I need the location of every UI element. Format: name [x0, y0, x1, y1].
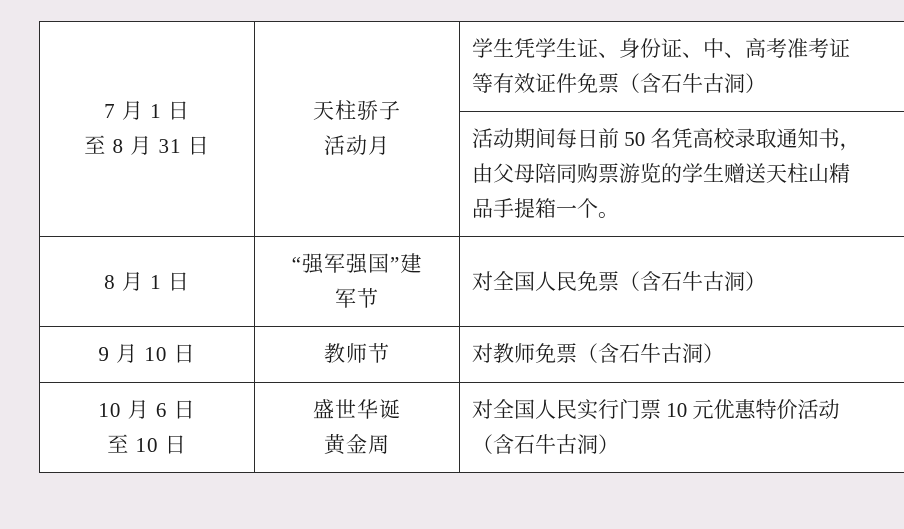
date-line: 7 月 1 日 — [104, 99, 190, 124]
cell-description — [460, 383, 904, 473]
description-line: 学生凭学生证、身份证、中、高考准考证 — [472, 37, 850, 61]
description-line: 等有效证件免票（含石牛古洞） — [472, 71, 766, 96]
description-line: 品手提箱一个。 — [472, 196, 619, 221]
table-row — [40, 383, 904, 473]
table-row — [40, 327, 904, 383]
cell-activity-name — [255, 383, 460, 473]
description-line: 对全国人民实行门票 10 元优惠特价活动 — [472, 398, 840, 423]
cell-date — [40, 22, 255, 237]
cell-date — [40, 327, 255, 383]
cell-description — [460, 237, 904, 327]
schedule-table — [39, 21, 904, 473]
cell-description — [460, 327, 904, 383]
date-line: 10 月 6 日 — [98, 398, 196, 423]
description-line: 由父母陪同购票游览的学生赠送天柱山精 — [472, 161, 850, 186]
schedule-table-container — [39, 21, 865, 473]
date-line: 至 10 日 — [107, 432, 187, 457]
date-line: 9 月 10 日 — [98, 342, 196, 367]
description-line: 对全国人民免票（含石牛古洞） — [472, 269, 766, 294]
table-row — [40, 22, 904, 112]
schedule-table-body — [40, 22, 904, 473]
description-line: （含石牛古洞） — [472, 432, 619, 457]
cell-activity-name — [255, 327, 460, 383]
activity-name-line: 活动月 — [324, 134, 390, 159]
table-row — [40, 237, 904, 327]
activity-name-line: 黄金周 — [324, 432, 390, 457]
cell-date — [40, 383, 255, 473]
cell-description — [460, 112, 904, 237]
activity-name-line: “强军强国”建 — [291, 252, 423, 277]
date-line: 至 8 月 31 日 — [84, 134, 210, 159]
activity-name-line: 军节 — [335, 286, 379, 311]
date-line: 8 月 1 日 — [104, 269, 190, 294]
cell-description — [460, 22, 904, 112]
description-line: 活动期间每日前 50 名凭高校录取通知书， — [472, 127, 861, 152]
cell-date — [40, 237, 255, 327]
activity-name-line: 盛世华诞 — [313, 398, 401, 423]
cell-activity-name — [255, 22, 460, 237]
description-line: 对教师免票（含石牛古洞） — [472, 342, 724, 367]
activity-name-line: 天柱骄子 — [313, 99, 401, 124]
cell-activity-name — [255, 237, 460, 327]
activity-name-line: 教师节 — [324, 342, 390, 367]
